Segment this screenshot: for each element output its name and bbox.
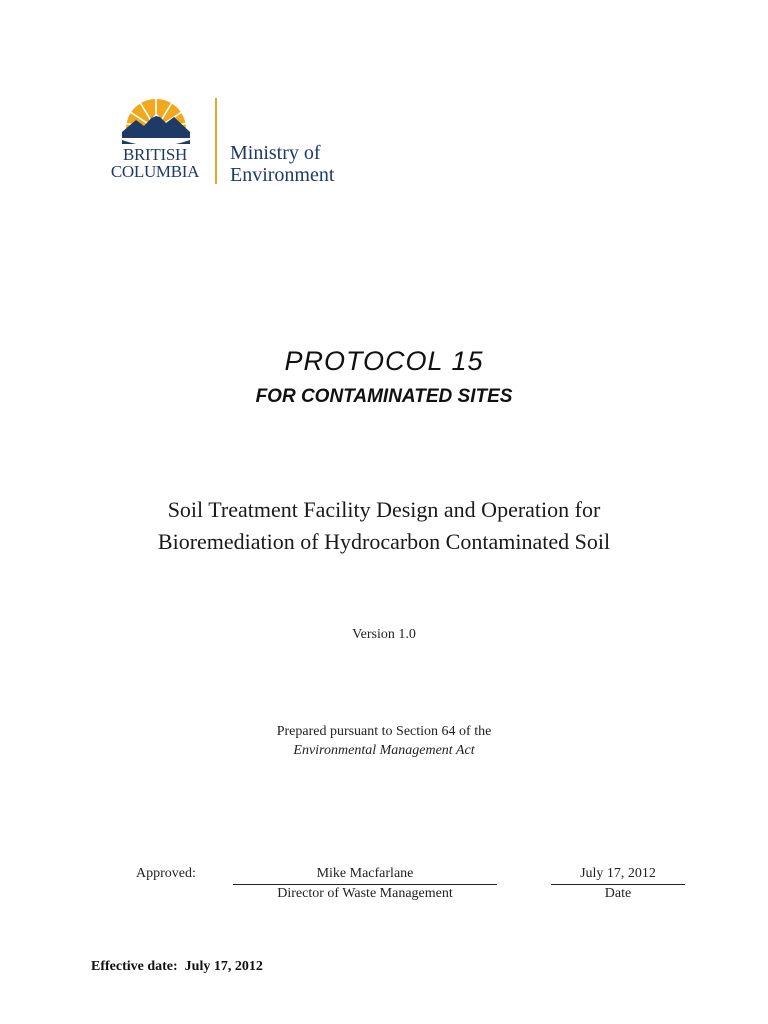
protocol-title: PROTOCOL 15 [284, 346, 484, 376]
act-name: Environmental Management Act [293, 743, 475, 758]
approval-date: July 17, 2012 [580, 866, 656, 881]
signature-block-approver [233, 866, 497, 902]
document-title [0, 494, 768, 558]
ministry-name-line2: Environment [230, 164, 335, 186]
bc-wordmark-line2: COLUMBIA [110, 162, 200, 181]
ministry-name-line1: Ministry of [230, 142, 321, 164]
protocol-subtitle: FOR CONTAMINATED SITES [255, 386, 513, 407]
approver-name: Mike Macfarlane [316, 866, 414, 881]
bc-sun-mountains-icon [116, 96, 196, 144]
approver-title: Director of Waste Management [277, 886, 453, 901]
prepared-line: Prepared pursuant to Section 64 of the [276, 724, 492, 739]
logo-divider [215, 98, 217, 184]
bc-wordmark [104, 146, 206, 180]
bc-government-logo [104, 96, 344, 188]
document-title-line2: Bioremediation of Hydrocarbon Contaminated Soil [157, 529, 611, 554]
document-title-line1: Soil Treatment Facility Design and Operation for [167, 497, 601, 522]
effective-date: Effective date: July 17, 2012 [91, 959, 263, 974]
approved-label: Approved: [136, 866, 196, 881]
prepared-statement [0, 722, 768, 760]
bc-wordmark-line1: BRITISH [122, 145, 188, 164]
version-label: Version 1.0 [352, 627, 416, 642]
date-caption: Date [604, 886, 632, 901]
ministry-name [230, 142, 334, 186]
signature-block-date [551, 866, 685, 902]
